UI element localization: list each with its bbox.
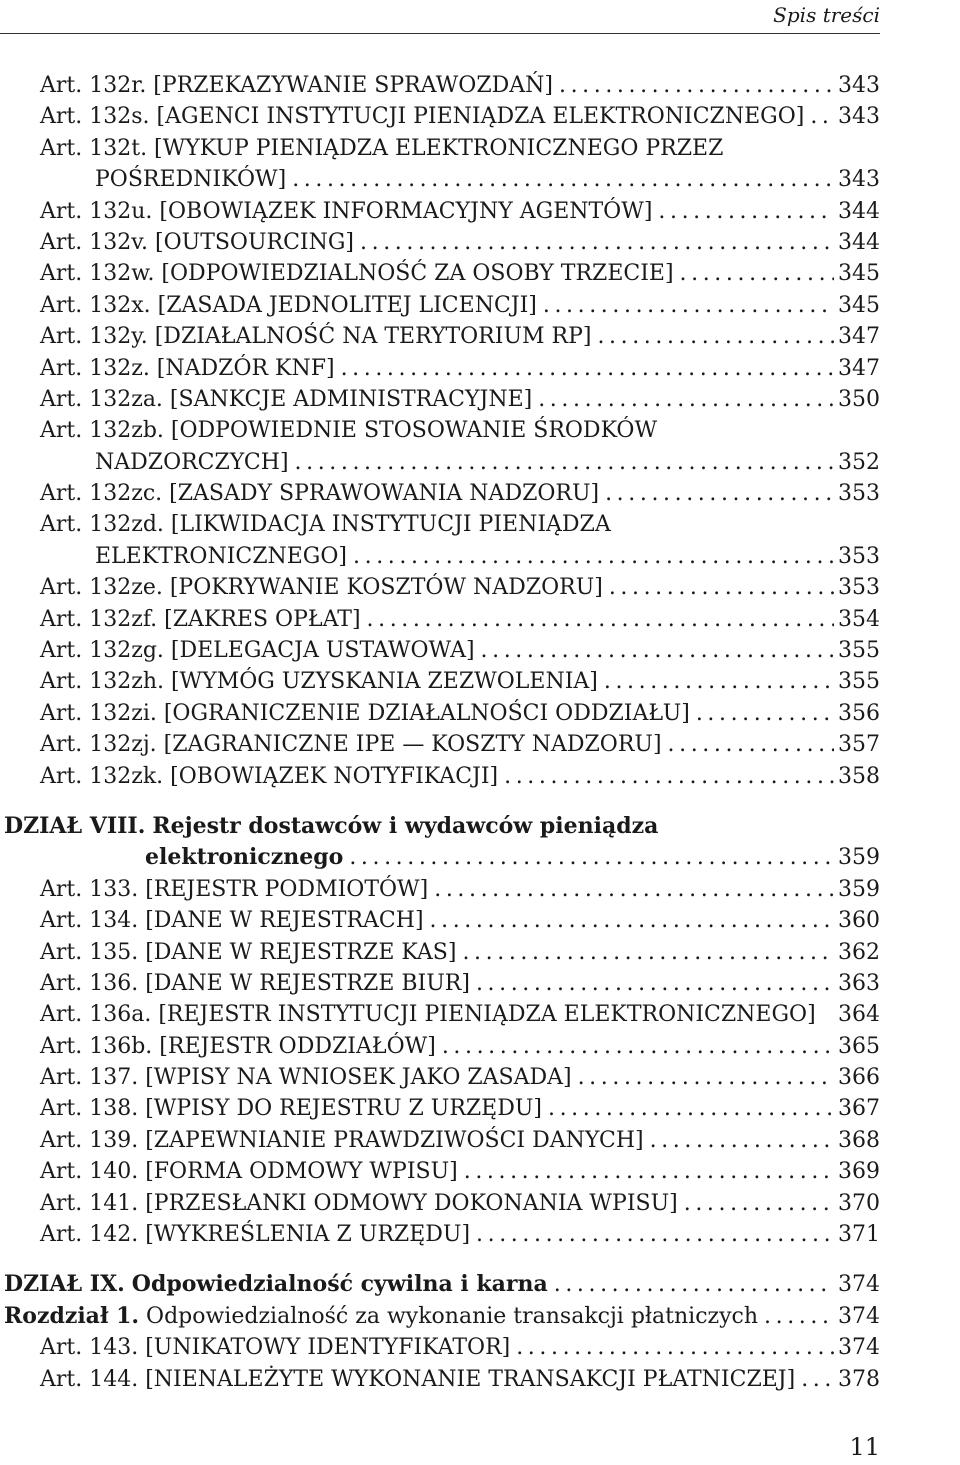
dot-leader bbox=[572, 1062, 834, 1093]
toc-entry-title: Art. 132zj. [ZAGRANICZNE IPE — KOSZTY NADZORU] bbox=[40, 732, 662, 758]
toc-entry-title-continued: ELEKTRONICZNEGO] bbox=[95, 543, 348, 569]
toc-entry[interactable] bbox=[0, 999, 880, 1030]
dot-leader bbox=[458, 1156, 834, 1187]
toc-entry-page: 357 bbox=[838, 732, 880, 758]
toc-entry[interactable] bbox=[0, 227, 880, 258]
toc-entry[interactable] bbox=[0, 415, 880, 446]
dot-leader bbox=[286, 164, 834, 195]
toc-entry-title: Art. 134. [DANE W REJESTRACH] bbox=[40, 908, 424, 934]
header-rule bbox=[0, 33, 880, 34]
toc-entry-title: Art. 135. [DANE W REJESTRZE KAS] bbox=[40, 939, 457, 965]
chapter-heading bbox=[4, 1301, 758, 1332]
dot-leader bbox=[510, 1332, 834, 1363]
toc-entry[interactable] bbox=[0, 811, 880, 842]
toc-entry-page: 358 bbox=[838, 763, 880, 789]
toc-entry-page: 362 bbox=[838, 939, 880, 965]
toc-entry-title: Art. 142. [WYKREŚLENIA Z URZĘDU] bbox=[40, 1222, 471, 1248]
toc-entry[interactable] bbox=[0, 353, 880, 384]
toc-entry-page: 344 bbox=[838, 198, 880, 224]
toc-entry[interactable] bbox=[0, 572, 880, 603]
section-heading bbox=[4, 811, 658, 842]
dot-leader bbox=[456, 937, 834, 968]
toc-entry[interactable] bbox=[0, 937, 880, 968]
toc-entry-page: 367 bbox=[838, 1096, 880, 1122]
dot-leader bbox=[598, 666, 834, 697]
dot-leader bbox=[347, 541, 834, 572]
toc-entry[interactable] bbox=[0, 1332, 880, 1363]
toc-entry[interactable] bbox=[0, 101, 880, 132]
toc-entry-page: 366 bbox=[838, 1065, 880, 1091]
toc-entry-page: 365 bbox=[838, 1033, 880, 1059]
toc-entry[interactable] bbox=[0, 164, 880, 195]
toc-entry-title: Art. 132t. [WYKUP PIENIĄDZA ELEKTRONICZNEGO PRZEZ bbox=[40, 135, 724, 161]
toc-entry-page: 374 bbox=[838, 1335, 880, 1361]
toc-entry-page: 359 bbox=[838, 876, 880, 902]
toc-entry-title: Art. 132zf. [ZAKRES OPŁAT] bbox=[40, 606, 361, 632]
dot-leader bbox=[674, 258, 834, 289]
toc-entry-title: Art. 140. [FORMA ODMOWY WPISU] bbox=[40, 1159, 458, 1185]
dot-leader bbox=[599, 478, 834, 509]
dot-leader bbox=[678, 1188, 834, 1219]
toc-entry-page: 355 bbox=[838, 638, 880, 664]
toc-entry-page: 374 bbox=[838, 1303, 880, 1329]
toc-entry-page: 344 bbox=[838, 229, 880, 255]
toc-entry[interactable] bbox=[0, 842, 880, 873]
toc-entry-title: Art. 132v. [OUTSOURCING] bbox=[40, 229, 355, 255]
toc-entry-page: 347 bbox=[838, 355, 880, 381]
toc-entry-page: 356 bbox=[838, 700, 880, 726]
toc-entry[interactable] bbox=[0, 968, 880, 999]
dot-leader bbox=[804, 101, 834, 132]
toc-entry[interactable] bbox=[0, 604, 880, 635]
toc-entry[interactable] bbox=[0, 874, 880, 905]
dot-leader bbox=[548, 1269, 834, 1300]
dot-leader bbox=[690, 698, 834, 729]
dot-leader bbox=[652, 196, 834, 227]
toc-entry[interactable] bbox=[0, 1125, 880, 1156]
toc-entry[interactable] bbox=[0, 729, 880, 760]
toc-entry-page: 368 bbox=[838, 1127, 880, 1153]
dot-leader bbox=[343, 842, 834, 873]
toc-entry[interactable] bbox=[0, 384, 880, 415]
table-of-contents bbox=[0, 70, 880, 1395]
dot-leader bbox=[470, 968, 834, 999]
toc-entry-title: Art. 132r. [PRZEKAZYWANIE SPRAWOZDAŃ] bbox=[40, 72, 553, 98]
toc-entry-title: Art. 132x. [ZASADA JEDNOLITEJ LICENCJI] bbox=[40, 292, 537, 318]
toc-entry[interactable] bbox=[0, 478, 880, 509]
toc-entry[interactable] bbox=[0, 258, 880, 289]
section-gap bbox=[0, 792, 880, 811]
running-title: Spis treści bbox=[773, 3, 880, 27]
toc-entry[interactable] bbox=[0, 761, 880, 792]
toc-entry[interactable] bbox=[0, 1156, 880, 1187]
toc-entry[interactable] bbox=[0, 1062, 880, 1093]
toc-entry[interactable] bbox=[0, 447, 880, 478]
toc-entry[interactable] bbox=[0, 1364, 880, 1395]
toc-entry[interactable] bbox=[0, 698, 880, 729]
dot-leader bbox=[644, 1125, 834, 1156]
toc-entry-page: 374 bbox=[838, 1272, 880, 1298]
dot-leader bbox=[470, 1219, 834, 1250]
toc-entry-page: 347 bbox=[838, 324, 880, 350]
dot-leader bbox=[603, 572, 834, 603]
toc-entry[interactable] bbox=[0, 1269, 880, 1300]
toc-entry[interactable] bbox=[0, 541, 880, 572]
toc-entry-page: 378 bbox=[838, 1366, 880, 1392]
toc-entry-title: Art. 133. [REJESTR PODMIOTÓW] bbox=[40, 876, 429, 902]
dot-leader bbox=[553, 70, 834, 101]
toc-entry-title: Art. 136a. [REJESTR INSTYTUCJI PIENIĄDZA ELEKTRONICZNEGO] bbox=[40, 1002, 816, 1028]
toc-entry-title-continued: NADZORCZYCH] bbox=[95, 449, 289, 475]
toc-entry-title: Art. 132u. [OBOWIĄZEK INFORMACYJNY AGENTÓW] bbox=[40, 198, 653, 224]
chapter-label: Rozdział 1. bbox=[4, 1302, 140, 1329]
toc-entry[interactable] bbox=[0, 635, 880, 666]
dot-leader bbox=[662, 729, 834, 760]
toc-entry[interactable] bbox=[0, 321, 880, 352]
toc-entry-title: Art. 132zg. [DELEGACJA USTAWOWA] bbox=[40, 638, 475, 664]
dot-leader bbox=[537, 290, 834, 321]
dot-leader bbox=[335, 353, 834, 384]
toc-entry[interactable] bbox=[0, 196, 880, 227]
toc-entry[interactable] bbox=[0, 666, 880, 697]
dot-leader bbox=[424, 905, 834, 936]
toc-entry[interactable] bbox=[0, 1301, 880, 1332]
toc-entry-title: Art. 132zb. [ODPOWIEDNIE STOSOWANIE ŚRODKÓW bbox=[40, 418, 658, 444]
toc-entry-title: Art. 138. [WPISY DO REJESTRU Z URZĘDU] bbox=[40, 1096, 542, 1122]
toc-entry-title: Art. 132w. [ODPOWIEDZIALNOŚĆ ZA OSOBY TRZECIE] bbox=[40, 261, 674, 287]
toc-entry-page: 350 bbox=[838, 386, 880, 412]
toc-entry-title: Art. 132y. [DZIAŁALNOŚĆ NA TERYTORIUM RP] bbox=[40, 324, 592, 350]
section-title: Rejestr dostawców i wydawców pieniądza bbox=[152, 812, 659, 839]
dot-leader bbox=[532, 384, 834, 415]
dot-leader bbox=[361, 604, 834, 635]
toc-entry-page: 371 bbox=[838, 1222, 880, 1248]
toc-entry-page: 343 bbox=[838, 167, 880, 193]
toc-entry-title: Art. 132za. [SANKCJE ADMINISTRACYJNE] bbox=[40, 386, 533, 412]
dot-leader bbox=[542, 1093, 834, 1124]
toc-entry-title: Art. 139. [ZAPEWNIANIE PRAWDZIWOŚCI DANYCH] bbox=[40, 1127, 644, 1153]
toc-entry-title: Art. 132zh. [WYMÓG UZYSKANIA ZEZWOLENIA] bbox=[40, 669, 598, 695]
toc-entry[interactable] bbox=[0, 509, 880, 540]
toc-entry-title: Art. 132s. [AGENCI INSTYTUCJI PIENIĄDZA ELEKTRONICZNEGO] bbox=[40, 104, 805, 130]
toc-entry[interactable] bbox=[0, 905, 880, 936]
toc-entry-page: 354 bbox=[838, 606, 880, 632]
toc-entry-page: 353 bbox=[838, 575, 880, 601]
toc-entry[interactable] bbox=[0, 70, 880, 101]
toc-entry-title: Art. 132zi. [OGRANICZENIE DZIAŁALNOŚCI ODDZIAŁU] bbox=[40, 700, 690, 726]
toc-entry-title: Art. 136b. [REJESTR ODDZIAŁÓW] bbox=[40, 1033, 436, 1059]
toc-entry[interactable] bbox=[0, 1031, 880, 1062]
dot-leader bbox=[354, 227, 834, 258]
toc-entry-title: Art. 141. [PRZESŁANKI ODMOWY DOKONANIA WPISU] bbox=[40, 1190, 678, 1216]
toc-entry-page: 355 bbox=[838, 669, 880, 695]
toc-entry-page: 360 bbox=[838, 908, 880, 934]
toc-entry-title: Art. 144. [NIENALEŻYTE WYKONANIE TRANSAKCJI PŁATNICZEJ] bbox=[40, 1366, 796, 1392]
toc-entry-page: 369 bbox=[838, 1159, 880, 1185]
dot-leader bbox=[591, 321, 834, 352]
toc-entry-title: Art. 132ze. [POKRYWANIE KOSZTÓW NADZORU] bbox=[40, 575, 603, 601]
dot-leader bbox=[795, 1364, 834, 1395]
dot-leader bbox=[436, 1031, 834, 1062]
toc-entry[interactable] bbox=[0, 133, 880, 164]
toc-entry-page: 352 bbox=[838, 449, 880, 475]
toc-entry[interactable] bbox=[0, 1219, 880, 1250]
toc-entry-page: 343 bbox=[838, 104, 880, 130]
section-label: DZIAŁ IX. bbox=[4, 1271, 125, 1298]
toc-entry[interactable] bbox=[0, 1188, 880, 1219]
dot-leader bbox=[475, 635, 834, 666]
dot-leader bbox=[758, 1301, 834, 1332]
section-title: Odpowiedzialność cywilna i karna bbox=[131, 1271, 548, 1298]
toc-entry-page: 364 bbox=[838, 1002, 880, 1028]
toc-entry-title: Art. 132zd. [LIKWIDACJA INSTYTUCJI PIENIĄDZA bbox=[40, 512, 611, 538]
chapter-title: Odpowiedzialność za wykonanie transakcji płatniczych bbox=[146, 1303, 759, 1329]
toc-entry-page: 359 bbox=[838, 845, 880, 871]
dot-leader bbox=[498, 761, 834, 792]
toc-entry-page: 353 bbox=[838, 543, 880, 569]
page-number: 11 bbox=[849, 1433, 880, 1461]
toc-entry-page: 345 bbox=[838, 261, 880, 287]
toc-entry[interactable] bbox=[0, 290, 880, 321]
toc-entry-page: 345 bbox=[838, 292, 880, 318]
dot-leader bbox=[289, 447, 834, 478]
toc-entry-page: 363 bbox=[838, 970, 880, 996]
dot-leader bbox=[428, 874, 834, 905]
section-heading bbox=[4, 1269, 548, 1300]
toc-entry-title: Art. 132zc. [ZASADY SPRAWOWANIA NADZORU] bbox=[40, 481, 600, 507]
toc-entry-title: Art. 132zk. [OBOWIĄZEK NOTYFIKACJI] bbox=[40, 763, 499, 789]
toc-entry-title: Art. 132z. [NADZÓR KNF] bbox=[40, 355, 335, 381]
section-title-continued: elektronicznego bbox=[145, 844, 344, 871]
toc-entry-title-continued: POŚREDNIKÓW] bbox=[95, 167, 287, 193]
toc-entry-title: Art. 137. [WPISY NA WNIOSEK JAKO ZASADA] bbox=[40, 1065, 572, 1091]
toc-entry-page: 343 bbox=[838, 72, 880, 98]
toc-entry-title: Art. 143. [UNIKATOWY IDENTYFIKATOR] bbox=[40, 1335, 511, 1361]
toc-entry[interactable] bbox=[0, 1094, 880, 1125]
toc-entry-page: 353 bbox=[838, 481, 880, 507]
toc-entry-title: Art. 136. [DANE W REJESTRZE BIUR] bbox=[40, 970, 470, 996]
section-label: DZIAŁ VIII. bbox=[4, 812, 146, 839]
section-gap bbox=[0, 1250, 880, 1269]
toc-entry-page: 370 bbox=[838, 1190, 880, 1216]
